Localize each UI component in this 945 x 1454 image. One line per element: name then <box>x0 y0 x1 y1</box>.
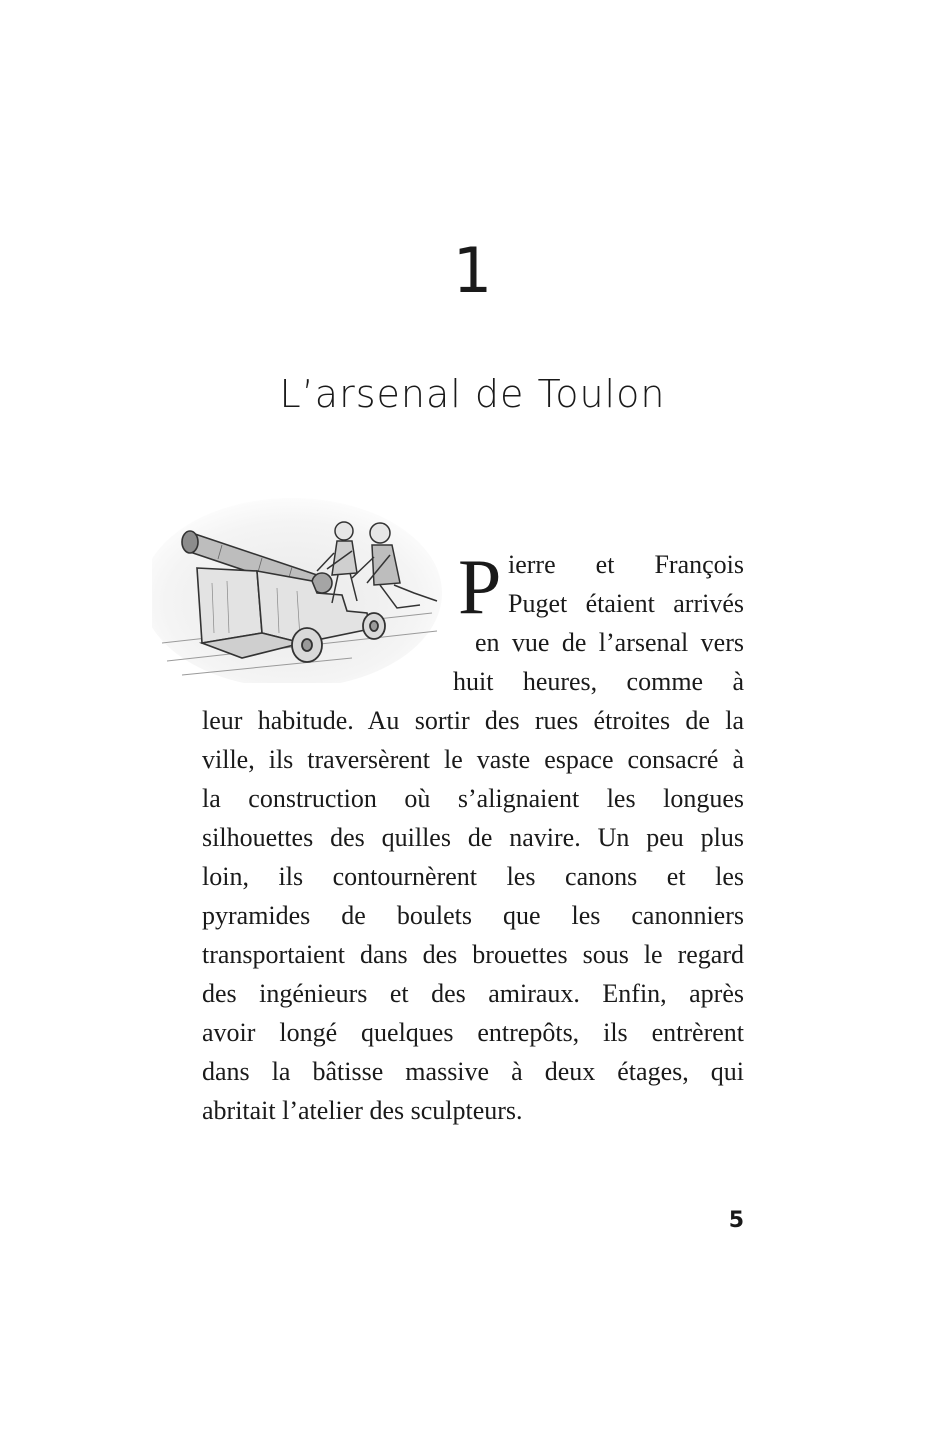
drop-cap: P <box>458 543 502 630</box>
text-line: ierre et François <box>508 550 744 579</box>
text-line: huit heures, comme à <box>453 667 744 696</box>
text-line: Puget étaient arrivés <box>508 589 744 618</box>
text-line: loin, ils contournèrent les canons et les <box>202 862 744 891</box>
text-line: leur habitude. Au sortir des rues étroites de la <box>202 706 744 735</box>
text-line: pyramides de boulets que les canonniers <box>202 901 744 930</box>
chapter-title: L’arsenal de Toulon <box>279 372 666 416</box>
text-line: abritait l’atelier des sculpteurs. <box>202 1096 523 1125</box>
text-line: des ingénieurs et des amiraux. Enfin, après <box>202 979 744 1008</box>
text-line: en vue de l’arsenal vers <box>475 628 744 657</box>
cannon-illustration <box>152 493 442 683</box>
text-line: avoir longé quelques entrepôts, ils entrèrent <box>202 1018 744 1047</box>
text-line: silhouettes des quilles de navire. Un peu plus <box>202 823 744 852</box>
text-line: ville, ils traversèrent le vaste espace consacré à <box>202 745 744 774</box>
chapter-number: 1 <box>452 234 493 307</box>
text-line: la construction où s’alignaient les longues <box>202 784 744 813</box>
text-line: dans la bâtisse massive à deux étages, qui <box>202 1057 744 1086</box>
page-number: 5 <box>728 1208 744 1233</box>
text-line: transportaient dans des brouettes sous le regard <box>202 940 744 969</box>
